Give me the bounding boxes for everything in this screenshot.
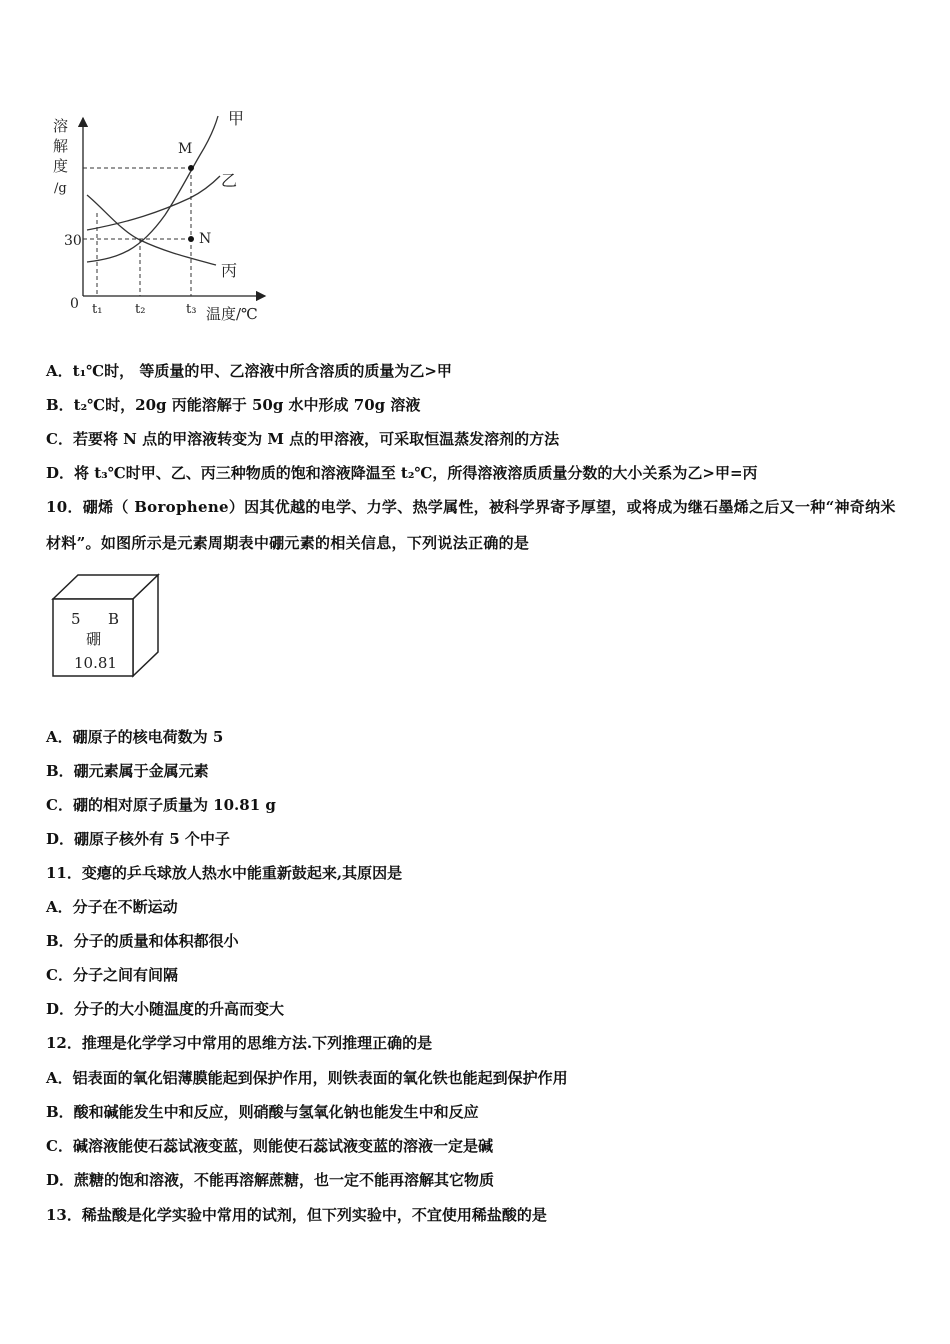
- point-n-label: N: [199, 231, 212, 247]
- q10-option-b: B．硼元素属于金属元素: [46, 762, 209, 780]
- q10-option-c: C．硼的相对原子质量为 10.81 g: [46, 796, 276, 814]
- x-tick-t1: t₁: [92, 302, 103, 317]
- element-symbol: B: [108, 610, 120, 628]
- svg-text:溶: 溶: [53, 117, 69, 135]
- element-name: 硼: [86, 630, 102, 648]
- q11-option-b: B．分子的质量和体积都很小: [46, 932, 239, 950]
- q13-stem: 13．稀盐酸是化学实验中常用的试剂，但下列实验中，不宜使用稀盐酸的是: [46, 1206, 547, 1224]
- q11-stem: 11．变瘪的乒乓球放人热水中能重新鼓起来,其原因是: [46, 864, 403, 882]
- svg-text:度: 度: [53, 157, 69, 175]
- svg-text:/g: /g: [54, 181, 67, 196]
- point-m-label: M: [178, 141, 193, 157]
- atomic-number: 5: [71, 610, 81, 628]
- label-bing: 丙: [221, 261, 238, 280]
- x-axis-label: 温度/℃: [206, 305, 258, 323]
- y-tick-30: 30: [64, 233, 82, 249]
- q12-option-d: D．蔗糖的饱和溶液，不能再溶解蔗糖，也一定不能再溶解其它物质: [46, 1171, 495, 1189]
- q12-option-b: B．酸和碱能发生中和反应，则硝酸与氢氧化钠也能发生中和反应: [46, 1103, 479, 1121]
- point-n: [188, 236, 194, 242]
- label-yi: 乙: [221, 171, 238, 190]
- q9-option-a: A．t₁℃时， 等质量的甲、乙溶液中所含溶质的质量为乙>甲: [46, 362, 452, 380]
- q11-option-c: C．分子之间有间隔: [46, 966, 178, 984]
- q9-option-d: D．将 t₃℃时甲、乙、丙三种物质的饱和溶液降温至 t₂℃，所得溶液溶质质量分数的大小关系为乙>甲=丙: [46, 464, 758, 482]
- q9-option-c: C．若要将 N 点的甲溶液转变为 M 点的甲溶液，可采取恒温蒸发溶剂的方法: [46, 430, 560, 448]
- x-tick-t2: t₂: [135, 302, 146, 317]
- q9-option-b: B．t₂℃时，20g 丙能溶解于 50g 水中形成 70g 溶液: [46, 396, 421, 414]
- q10-option-d: D．硼原子核外有 5 个中子: [46, 830, 230, 848]
- q12-option-c: C．碱溶液能使石蕊试液变蓝，则能使石蕊试液变蓝的溶液一定是碱: [46, 1137, 493, 1155]
- curve-yi: [87, 176, 220, 230]
- svg-text:解: 解: [53, 137, 69, 155]
- origin-label: 0: [70, 296, 79, 312]
- y-axis-label: [53, 117, 68, 196]
- q10-option-a: A．硼原子的核电荷数为 5: [46, 728, 224, 746]
- atomic-mass: 10.81: [74, 654, 117, 672]
- q11-option-d: D．分子的大小随温度的升高而变大: [46, 1000, 285, 1018]
- x-tick-t3: t₃: [186, 302, 197, 317]
- label-jia: 甲: [228, 109, 245, 128]
- curve-bing: [87, 195, 216, 265]
- element-cell-boron: [50, 572, 162, 680]
- q12-option-a: A．铝表面的氧化铝薄膜能起到保护作用，则铁表面的氧化铁也能起到保护作用: [46, 1069, 568, 1087]
- point-m: [188, 165, 194, 171]
- solubility-chart: [40, 100, 280, 330]
- q12-stem: 12．推理是化学学习中常用的思维方法.下列推理正确的是: [46, 1034, 433, 1052]
- q10-stem: 10．硼烯（ Borophene）因其优越的电学、力学、热学属性，被科学界寄予厚望，或将成为继石墨烯之后又一种“神奇纳米材料”。如图所示是元素周期表中硼元素的相关信息，下列说法正确的是: [46, 498, 896, 552]
- q11-option-a: A．分子在不断运动: [46, 898, 178, 916]
